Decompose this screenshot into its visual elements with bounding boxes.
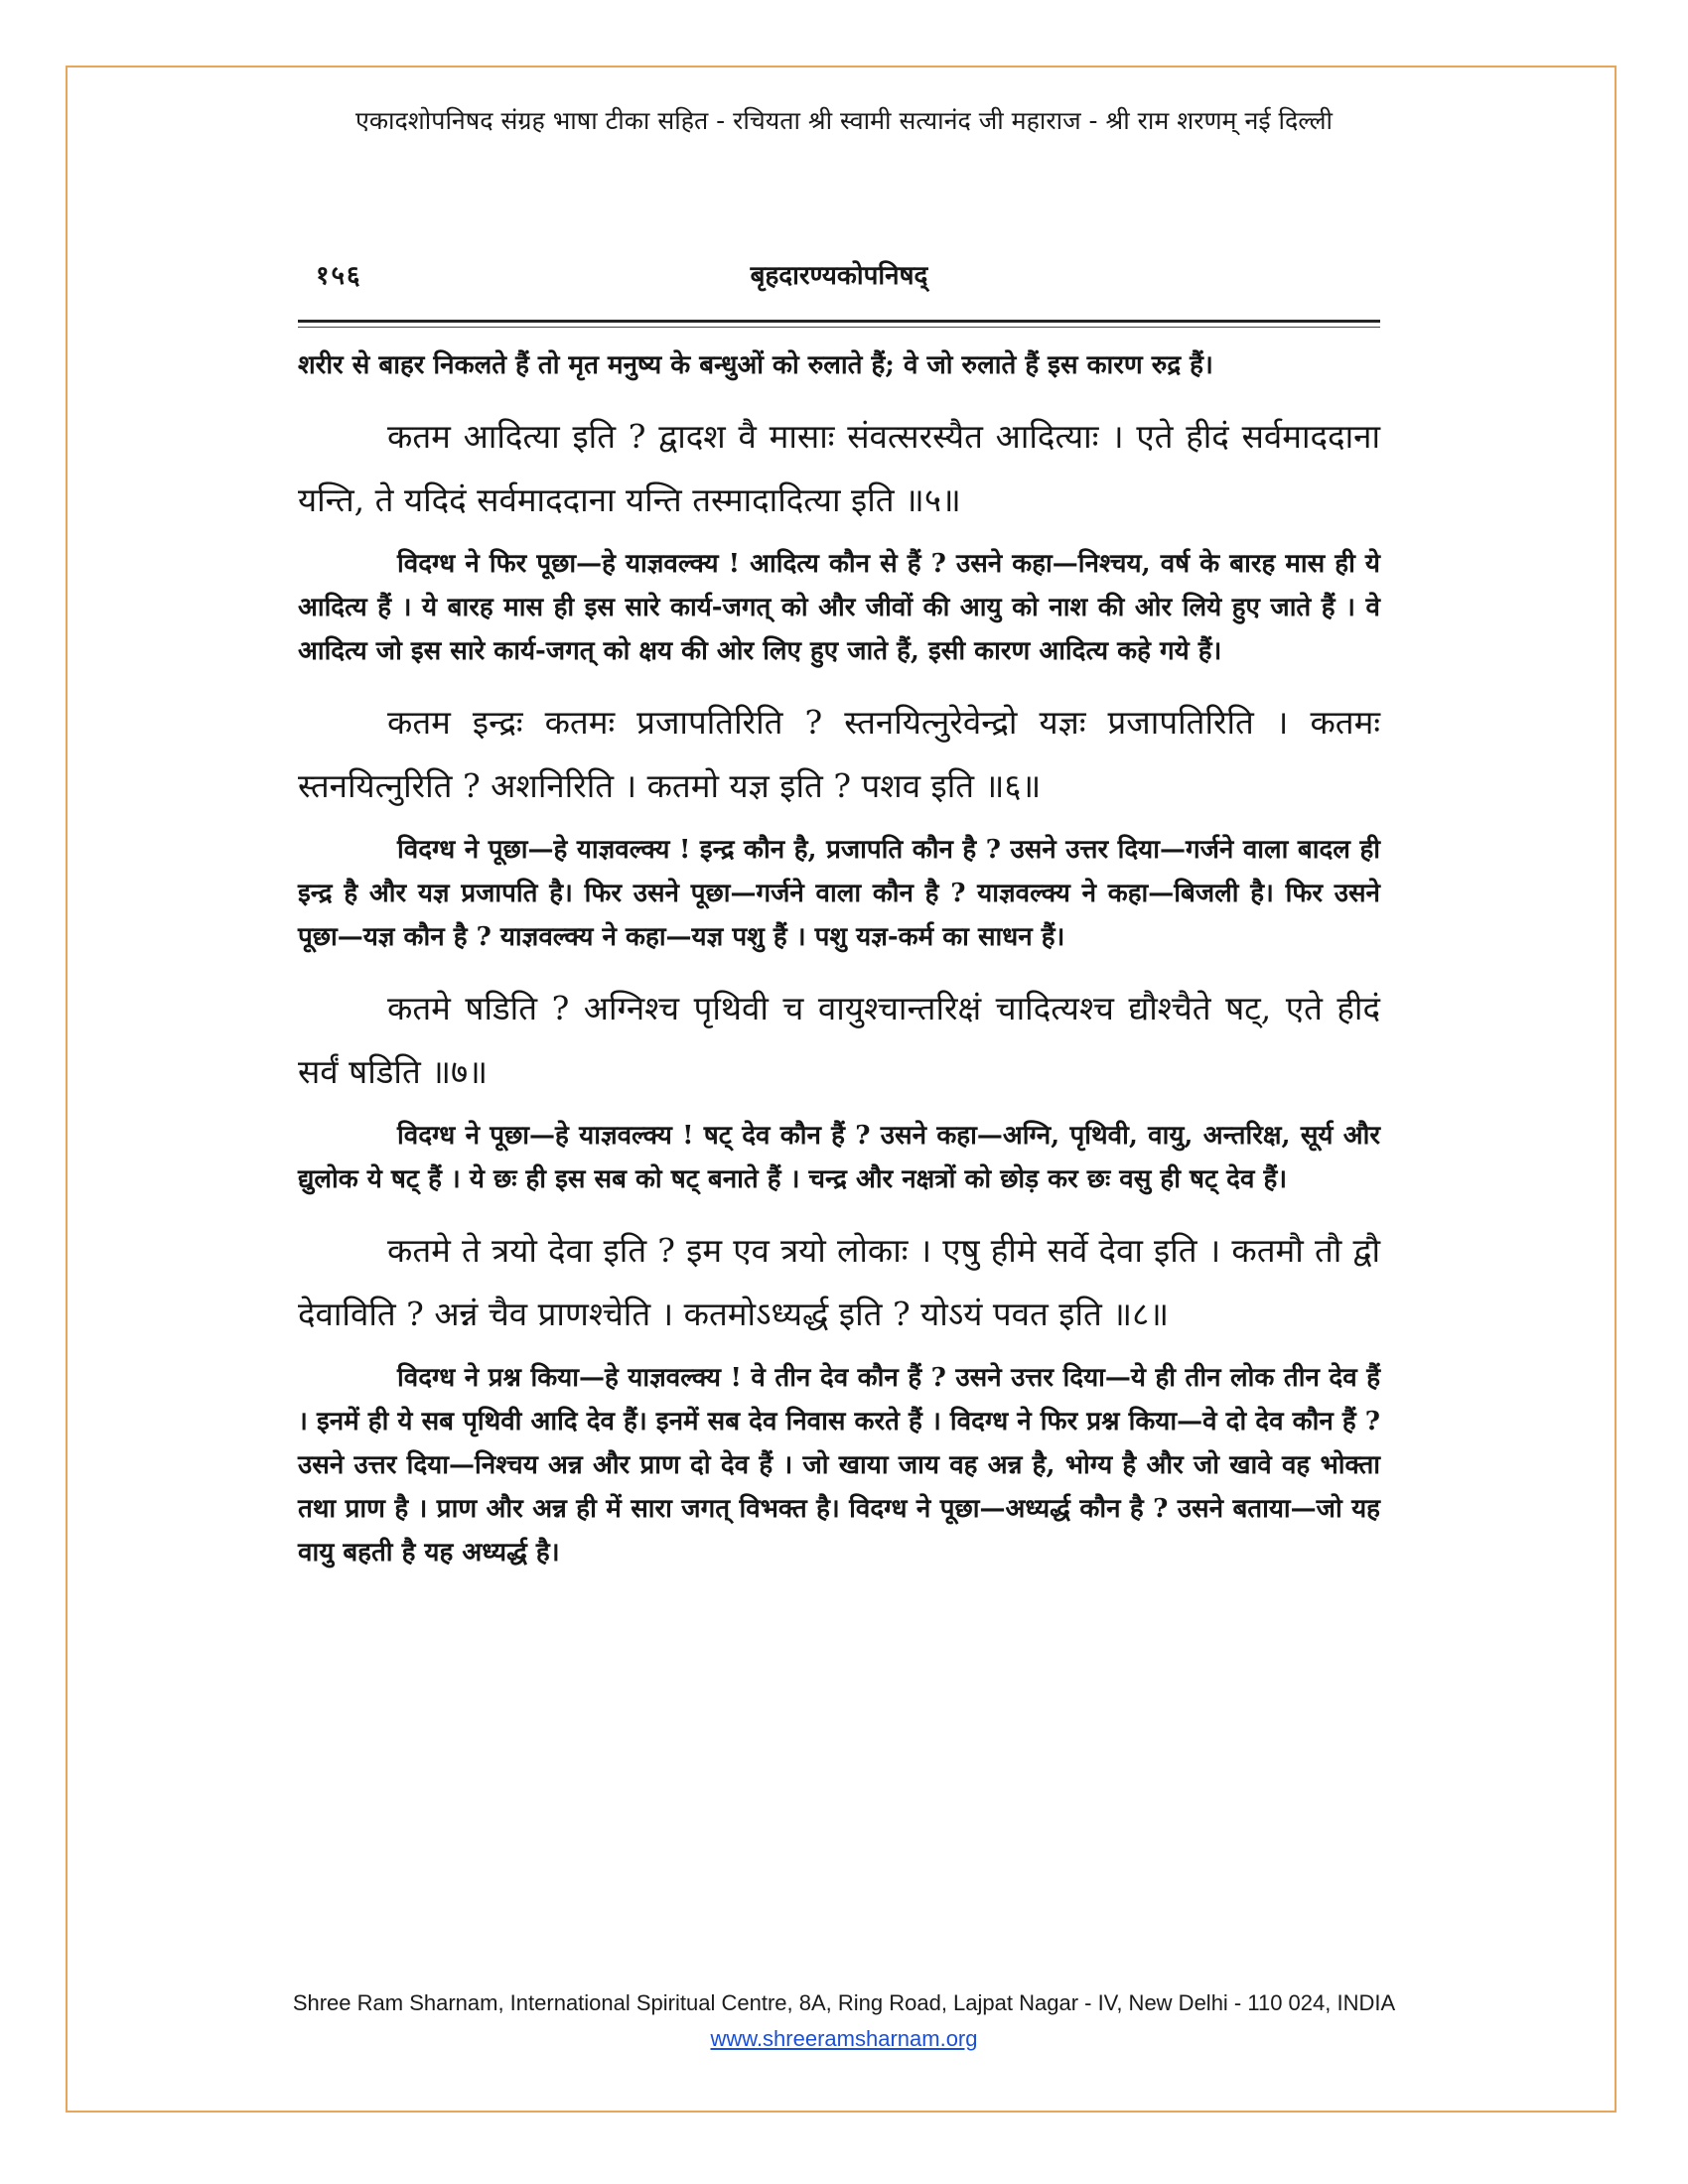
commentary-paragraph: विदग्ध ने फिर पूछा—हे याज्ञवल्क्य ! आदित्य कौन से हैं ? उसने कहा—निश्चय, वर्ष के बारह मास ही ये आदित्य हैं । ये बारह मास ही इस सारे कार्य-जगत् को और जीवों की आयु को नाश की ओर लिये हुए जाते हैं । वे आदित्य जो इस सारे कार्य-जगत् को क्षय की ओर लिए हुए जाते हैं, इसी कारण आदित्य कहे गये हैं। [298, 549, 1380, 666]
running-title: बृहदारण्यकोपनिषद् [750, 261, 928, 291]
header-rule-thick [298, 320, 1380, 323]
commentary-paragraph: विदग्ध ने प्रश्न किया—हे याज्ञवल्क्य ! वे तीन देव कौन हैं ? उसने उत्तर दिया—ये ही तीन लोक तीन देव हैं । इनमें ही ये सब पृथिवी आदि देव हैं। इनमें सब देव निवास करते हैं । विदग्ध ने फिर प्रश्न किया—वे दो देव कौन हैं ? उसने उत्तर दिया—निश्चय अन्न और प्राण दो देव हैं । जो खाया जाय वह अन्न है, भोग्य है और जो खावे वह भोक्ता तथा प्राण है । प्राण और अन्न ही में सारा जगत् विभक्त है। विदग्ध ने पूछा—अध्यर्द्ध कौन है ? उसने बताया—जो यह वायु बहती है यह अध्यर्द्ध है। [298, 1363, 1380, 1568]
commentary-paragraph: शरीर से बाहर निकलते हैं तो मृत मनुष्य के बन्धुओं को रुलाते हैं; वे जो रुलाते हैं इस कारण रुद्र हैं। [298, 350, 1213, 380]
page-number: १५६ [316, 261, 362, 291]
scanned-book-page [298, 256, 1380, 1944]
verse-8: कतमे ते त्रयो देवा इति ? इम एव त्रयो लोकाः । एषु हीमे सर्वे देवा इति । कतमौ तौ द्वौ देवाविति ? अन्नं चैव प्राणश्चेति । कतमोऽध्यर्द्ध इति ? योऽयं पवत इति ॥८॥ [298, 1231, 1380, 1333]
running-head [298, 256, 1380, 296]
verse-6: कतम इन्द्रः कतमः प्रजापतिरिति ? स्तनयित्नुरेवेन्द्रो यज्ञः प्रजापतिरिति । कतमः स्तनयित्नुरिति ? अशनिरिति । कतमो यज्ञ इति ? पशव इति ॥६॥ [298, 703, 1380, 805]
website-link[interactable]: www.shreeramsharnam.org [710, 2026, 978, 2051]
commentary-paragraph: विदग्ध ने पूछा—हे याज्ञवल्क्य ! षट् देव कौन हैं ? उसने कहा—अग्नि, पृथिवी, वायु, अन्तरिक्ष, सूर्य और द्युलोक ये षट् हैं । ये छः ही इस सब को षट् बनाते हैं । चन्द्र और नक्षत्रों को छोड़ कर छः वसु ही षट् देव हैं। [298, 1121, 1380, 1194]
commentary-paragraph: विदग्ध ने पूछा—हे याज्ञवल्क्य ! इन्द्र कौन है, प्रजापति कौन है ? उसने उत्तर दिया—गर्जने वाला बादल ही इन्द्र है और यज्ञ प्रजापति है। फिर उसने पूछा—गर्जने वाला कौन है ? याज्ञवल्क्य ने कहा—बिजली है। फिर उसने पूछा—यज्ञ कौन है ? याज्ञवल्क्य ने कहा—यज्ञ पशु हैं । पशु यज्ञ-कर्म का साधन हैं। [298, 835, 1380, 952]
verse-7: कतमे षडिति ? अग्निश्च पृथिवी च वायुश्चान्तरिक्षं चादित्यश्च द्यौश्चैते षट्, एते हीदं सर्वं षडिति ॥७॥ [298, 989, 1380, 1091]
verse-5: कतम आदित्या इति ? द्वादश वै मासाः संवत्सरस्यैत आदित्याः । एते हीदं सर्वमाददाना यन्ति, ते यदिदं सर्वमाददाना यन्ति तस्मादादित्या इति ॥५॥ [298, 417, 1380, 519]
footer-address: Shree Ram Sharnam, International Spiritual Centre, 8A, Ring Road, Lajpat Nagar - IV, New Delhi - 110 024, INDIA [292, 1990, 1396, 2015]
header-rule-thin [298, 327, 1380, 328]
document-header: एकादशोपनिषद संग्रह भाषा टीका सहित - रचियता श्री स्वामी सत्यानंद जी महाराज - श्री राम शरणम् नई दिल्ली [355, 106, 1333, 135]
